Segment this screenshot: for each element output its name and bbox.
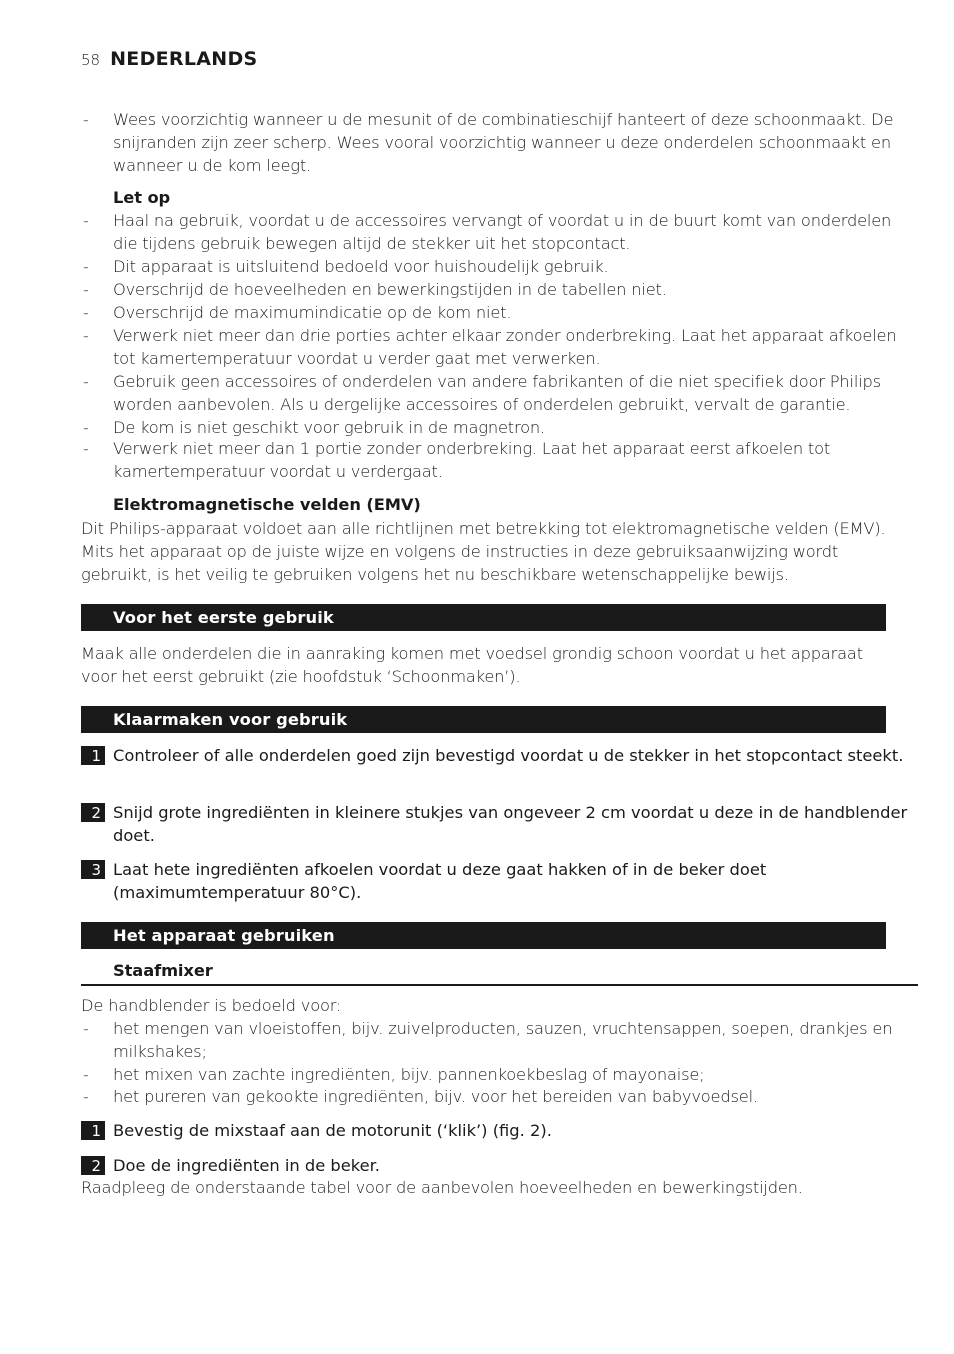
prepare-step	[81, 858, 918, 904]
step-text: Controleer of alle onderdelen goed zijn bevestigd voordat u de stekker in het stopcontact steekt.	[113, 746, 904, 765]
section-bar-use: Het apparaat gebruiken	[81, 922, 886, 949]
caution-title: Let op	[113, 188, 171, 207]
caution-item: - Dit apparaat is uitsluitend bedoeld voor huishoudelijk gebruik.	[81, 255, 918, 278]
step-text: Doe de ingrediënten in de beker.	[113, 1156, 380, 1175]
step-number: 1	[81, 1121, 105, 1140]
caution-item: - Haal na gebruik, voordat u de accessoires vervangt of voordat u in de buurt komt van onderdelen die tijdens gebruik bewegen altijd de stekker uit het stopcontact.	[81, 209, 918, 255]
caution-item: - De kom is niet geschikt voor gebruik in de magnetron.	[81, 416, 918, 439]
use-sub-title: Staafmixer	[81, 959, 918, 986]
step-number: 1	[81, 746, 105, 765]
caution-item: - Verwerk niet meer dan 1 portie zonder onderbreking. Laat het apparaat eerst afkoelen tot kamertemperatuur voordat u verdergaat.	[81, 437, 918, 483]
use-intro: De handblender is bedoeld voor:	[81, 996, 342, 1015]
step-number: 2	[81, 1156, 105, 1175]
prepare-step	[81, 744, 918, 767]
use-item: - het pureren van gekookte ingrediënten, bijv. voor het bereiden van babyvoedsel.	[81, 1085, 918, 1108]
step-text: Laat hete ingrediënten afkoelen voordat u deze gaat hakken of in de beker doet (maximumtemperatuur 80°C).	[113, 860, 767, 902]
intro-bullet: - Wees voorzichtig wanneer u de mesunit of de combinatieschijf hanteert of deze schoonmaakt. De snijranden zijn zeer scherp. Wees vooral voorzichtig wanneer u deze onderdelen schoonmaakt en wanneer u de kom leegt.	[81, 108, 918, 177]
use-step	[81, 1154, 918, 1177]
use-footer-text: Raadpleeg de onderstaande tabel voor de aanbevolen hoeveelheden en bewerkingstijden.	[81, 1178, 803, 1197]
emv-text: Dit Philips-apparaat voldoet aan alle richtlijnen met betrekking tot elektromagnetische velden (EMV). Mits het apparaat op de juiste wijze en volgens de instructies in deze gebruiksaanwijzing wordt gebruikt, is het veilig te gebruiken volgens het nu beschikbare wetenschappelijke bewijs.	[81, 519, 886, 584]
caution-item: - Verwerk niet meer dan drie porties achter elkaar zonder onderbreking. Laat het apparaat afkoelen tot kamertemperatuur voordat u verder gaat met verwerken.	[81, 324, 918, 370]
page-header	[81, 48, 258, 70]
step-number: 2	[81, 803, 105, 822]
caution-item: - Overschrijd de hoeveelheden en bewerkingstijden in de tabellen niet.	[81, 278, 918, 301]
emv-title: Elektromagnetische velden (EMV)	[113, 495, 421, 514]
language-title: NEDERLANDS	[110, 48, 258, 70]
step-number: 3	[81, 860, 105, 879]
page-number: 58	[81, 51, 101, 69]
section-bar-first-use: Voor het eerste gebruik	[81, 604, 886, 631]
use-step	[81, 1119, 918, 1142]
use-item: - het mixen van zachte ingrediënten, bijv. pannenkoekbeslag of mayonaise;	[81, 1063, 918, 1086]
use-item: - het mengen van vloeistoffen, bijv. zuivelproducten, sauzen, vruchtensappen, soepen, drankjes en milkshakes;	[81, 1017, 918, 1063]
step-text: Bevestig de mixstaaf aan de motorunit (‘klik’) (fig. 2).	[113, 1121, 552, 1140]
step-text: Snijd grote ingrediënten in kleinere stukjes van ongeveer 2 cm voordat u deze in de handblender doet.	[113, 803, 908, 845]
first-use-text: Maak alle onderdelen die in aanraking komen met voedsel grondig schoon voordat u het apparaat voor het eerst gebruikt (zie hoofdstuk ‘Schoonmaken’).	[81, 644, 863, 686]
caution-item: - Gebruik geen accessoires of onderdelen van andere fabrikanten of die niet specifiek door Philips worden aanbevolen. Als u dergelijke accessoires of onderdelen gebruikt, vervalt de garantie.	[81, 370, 918, 416]
caution-item: - Overschrijd de maximumindicatie op de kom niet.	[81, 301, 918, 324]
section-bar-prepare: Klaarmaken voor gebruik	[81, 706, 886, 733]
prepare-step	[81, 801, 918, 847]
